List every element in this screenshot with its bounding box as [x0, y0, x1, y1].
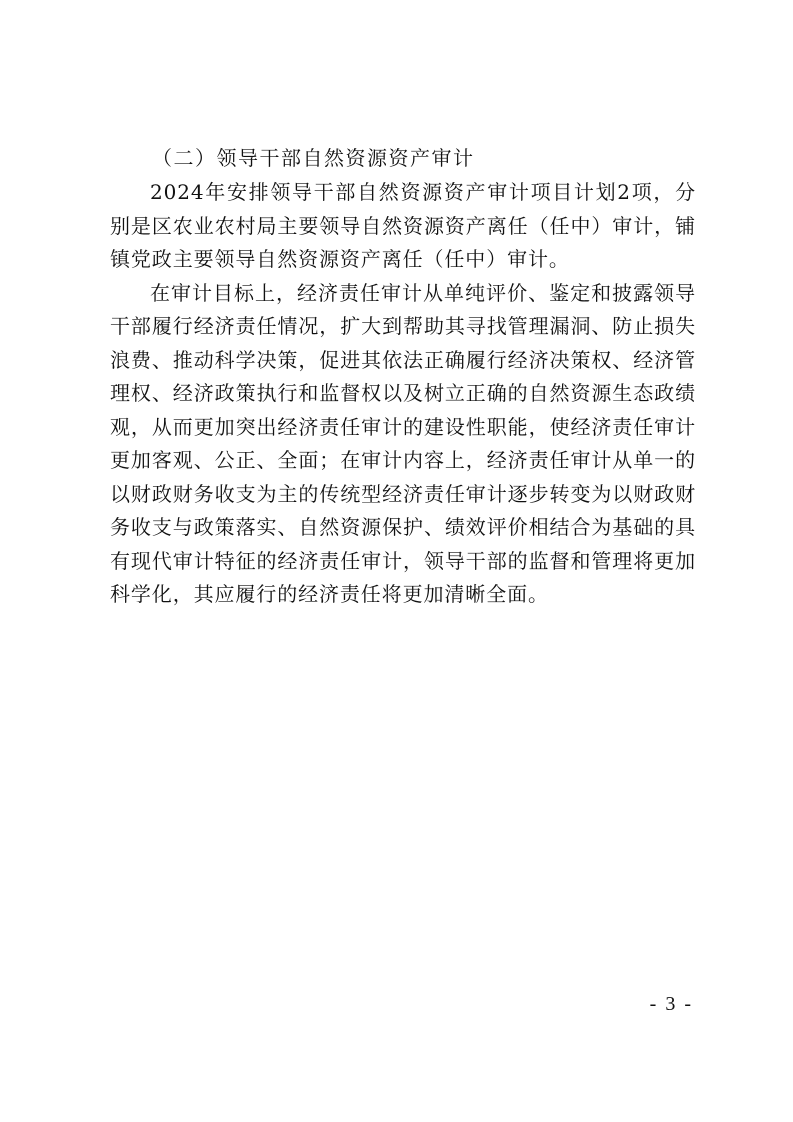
section-heading: （二）领导干部自然资源资产审计	[152, 146, 475, 170]
page-number: - 3 -	[649, 993, 693, 1015]
paragraph-2: 在审计目标上，经济责任审计从单纯评价、鉴定和披露领导干部履行经济责任情况，扩大到帮助其寻找管理漏洞、防止损失浪费、推动科学决策，促进其依法正确履行经济决策权、经济管理权、经济政策执行和监督权以及树立正确的自然资源生态政绩观，从而更加突出经济责任审计的建设性职能，使经济责任审计更加客观、公正、全面；在审计内容上，经济责任审计从单一的以财政财务收支为主的传统型经济责任审计逐步转变为以财政财务收支与政策落实、自然资源保护、绩效评价相结合为基础的具有现代审计特征的经济责任审计，领导干部的监督和管理将更加科学化，其应履行的经济责任将更加清晰全面。	[110, 280, 696, 606]
paragraph-1: 2024年安排领导干部自然资源资产审计项目计划2项，分别是区农业农村局主要领导自然资源资产离任（任中）审计，铺镇党政主要领导自然资源资产离任（任中）审计。	[110, 180, 696, 271]
document-body	[110, 142, 696, 612]
